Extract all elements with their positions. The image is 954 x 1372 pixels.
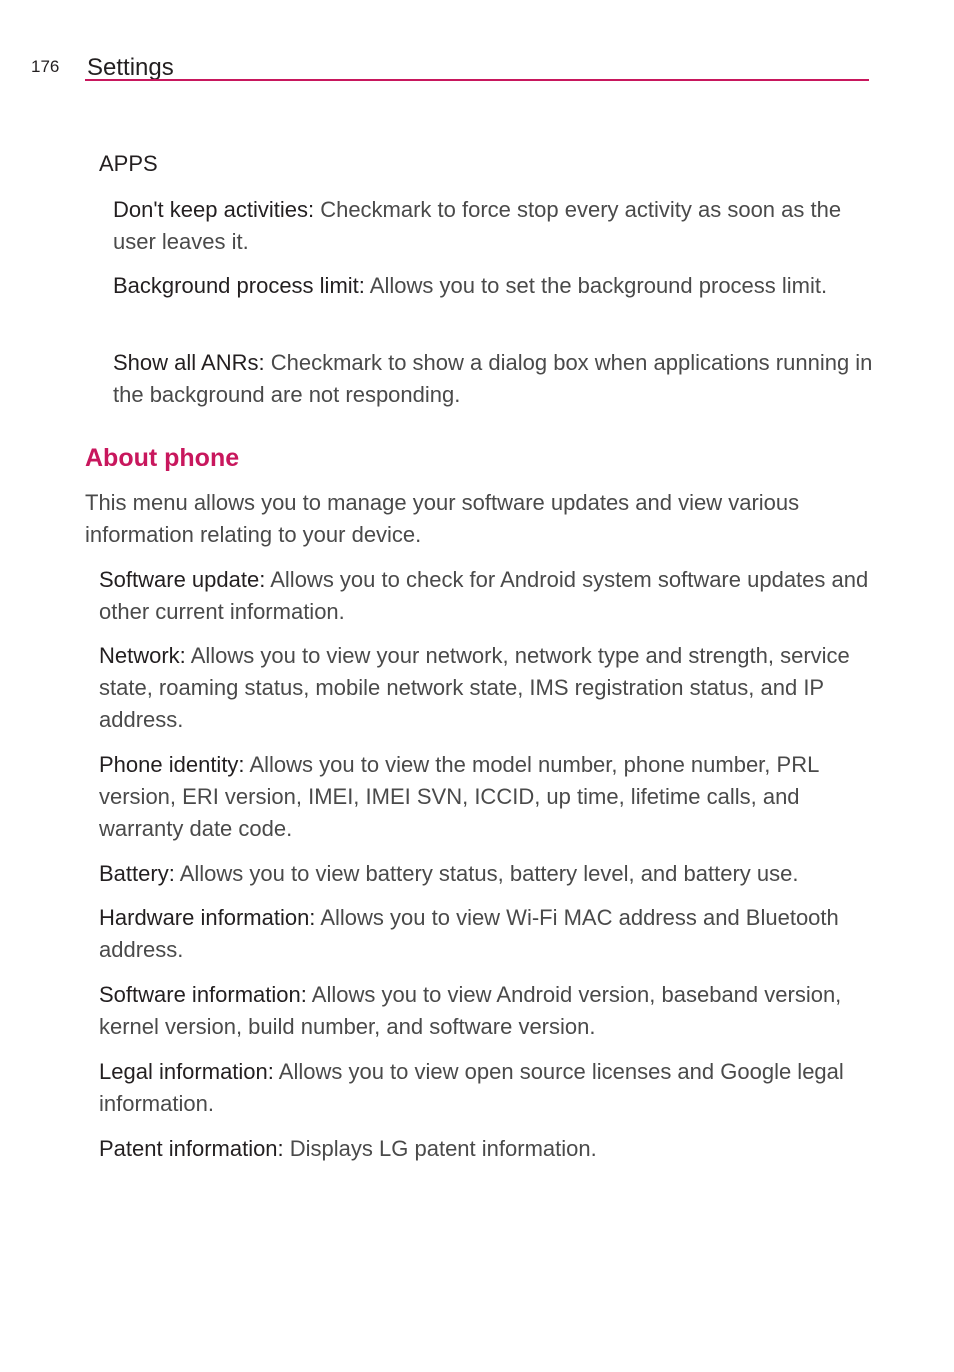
apps-heading: APPS	[99, 151, 158, 176]
entry-text: Checkmark to show a dialog box when applications running in the background are not responding.	[113, 350, 873, 407]
entry-term: Software update:	[99, 567, 266, 592]
entry-text: Allows you to set the background process limit.	[364, 273, 828, 298]
entry-battery	[99, 858, 919, 890]
header-divider	[85, 79, 869, 81]
entry-text: Allows you to view Wi-Fi MAC address and Bluetooth address.	[99, 905, 839, 962]
entry-text: Displays LG patent information.	[283, 1136, 597, 1161]
about-phone-heading: About phone	[85, 444, 240, 472]
entry-show-all-anrs	[113, 347, 873, 411]
entry-text: Allows you to view your network, network type and strength, service state, roaming status, mobile network state, IMS registration status, and IP address.	[99, 643, 850, 732]
entry-legal-information	[99, 1056, 889, 1120]
entry-software-information	[99, 979, 874, 1043]
entry-term: Phone identity:	[99, 752, 245, 777]
entry-hardware-information	[99, 902, 874, 966]
entry-phone-identity	[99, 749, 874, 845]
entry-term: Battery:	[99, 861, 175, 886]
entry-text: Allows you to view battery status, battery level, and battery use.	[174, 861, 799, 886]
entry-network	[99, 640, 874, 736]
entry-background-process-limit	[113, 270, 873, 302]
running-title: Settings	[87, 54, 174, 81]
entry-term: Legal information:	[99, 1059, 274, 1084]
entry-term: Show all ANRs:	[113, 350, 265, 375]
entry-text: Allows you to view the model number, phone number, PRL version, ERI version, IMEI, IMEI SVN, ICCID, up time, lifetime calls, and warranty date code.	[99, 752, 819, 841]
entry-dont-keep-activities	[113, 194, 873, 258]
entry-term: Don't keep activities:	[113, 197, 315, 222]
entry-term: Software information:	[99, 982, 307, 1007]
entry-term: Patent information:	[99, 1136, 284, 1161]
about-phone-intro: This menu allows you to manage your software updates and view various information relating to your device.	[85, 490, 800, 547]
entry-text: Allows you to check for Android system software updates and other current information.	[99, 567, 869, 624]
entry-text: Checkmark to force stop every activity as soon as the user leaves it.	[113, 197, 842, 254]
entry-term: Network:	[99, 643, 186, 668]
entry-patent-information	[99, 1133, 874, 1165]
entry-software-update	[99, 564, 874, 628]
entry-term: Background process limit:	[113, 273, 365, 298]
entry-text: Allows you to view open source licenses and Google legal information.	[99, 1059, 844, 1116]
entry-term: Hardware information:	[99, 905, 316, 930]
entry-text: Allows you to view Android version, baseband version, kernel version, build number, and software version.	[99, 982, 842, 1039]
page-number: 176	[31, 57, 60, 76]
